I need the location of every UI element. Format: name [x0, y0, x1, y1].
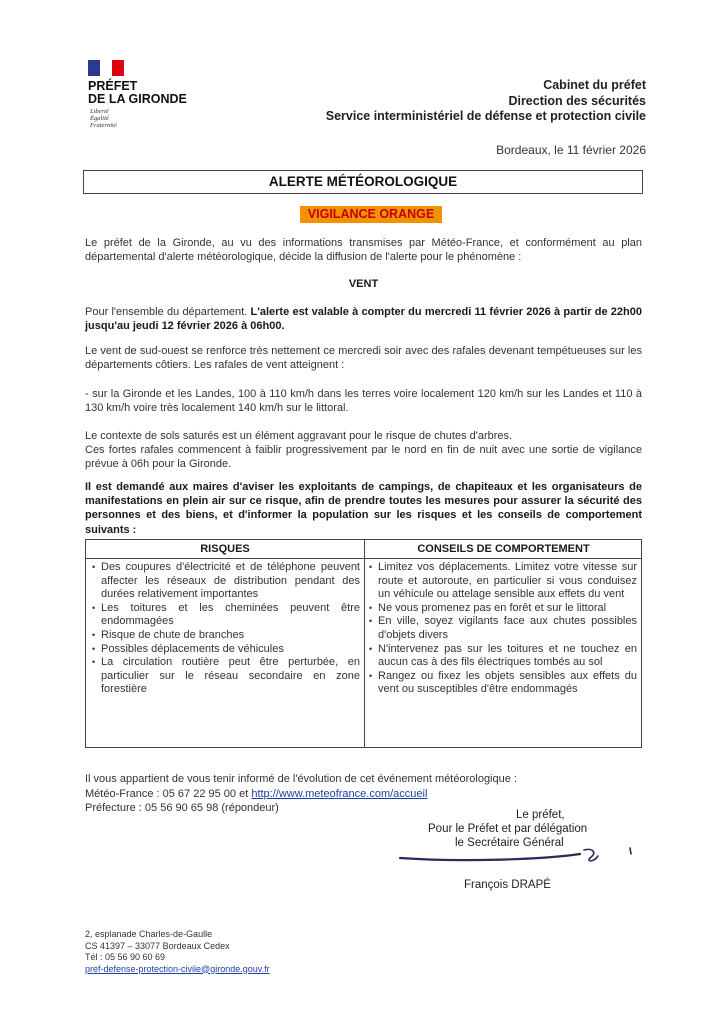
handwritten-signature-icon: [398, 846, 648, 876]
service-line: Service interministériel de défense et protection civile: [325, 109, 646, 123]
list-item: • Rangez ou fixez les objets sensibles aux effets du vent ou susceptibles d'être endommagés: [369, 670, 637, 697]
list-item: • Limitez vos déplacements. Limitez votre vitesse sur route et autoroute, en particulier si vous conduisez un véhicule ou attelage sensible aux effets du vent: [369, 561, 637, 602]
info-line: Il vous appartient de vous tenir informé de l'évolution de cet événement météorologique :: [85, 773, 517, 785]
validity-period: L'alerte est valable à compter du mercredi 11 février 2026 à partir de 22h00 jusqu'au jeudi 12 février 2026 à 06h00.: [85, 306, 642, 333]
request-text: Il est demandé aux maires d'aviser les exploitants de campings, de chapiteaux et les organisateurs de manifestations en plein air sur ce risque, afin de prendre toutes les mesures pour assurer la sécurité des personnes et des biens, et d'informer la population sur les risques et les conseils de comportement suivants :: [85, 481, 642, 536]
request-paragraph: [85, 480, 642, 537]
risks-advice-table: [85, 539, 642, 748]
gusts-paragraph: - sur la Gironde et les Landes, 100 à 110 km/h dans les terres voire localement 120 km/h sur les Landes et 110 à 130 km/h voire très localement 140 km/h sur le littoral.: [85, 388, 642, 415]
logo-line: DE LA GIRONDE: [88, 92, 187, 106]
meteo-contact: [85, 787, 642, 802]
motto-line: Fraternité: [90, 122, 117, 129]
vigilance-badge: VIGILANCE ORANGE: [300, 206, 442, 223]
address-line: CS 41397 – 33077 Bordeaux Cedex: [85, 940, 230, 951]
list-item: • Ne vous promenez pas en forêt et sur le littoral: [369, 602, 637, 616]
marianne-flag-icon: [88, 60, 124, 76]
phenomenon-label: VENT: [348, 278, 379, 290]
signature-line-3: le Secrétaire Général: [455, 837, 564, 849]
context-line: Ces fortes rafales commencent à faiblir progressivement par le nord en fin de nuit avec une sortie de vigilance prévue à 06h pour la Gironde.: [85, 444, 642, 471]
validity-paragraph: [85, 305, 642, 333]
risks-list: [92, 561, 360, 697]
validity-prefix: Pour l'ensemble du département.: [85, 306, 251, 318]
footer-email-link[interactable]: pref-defense-protection-civile@gironde.gouv.fr: [85, 963, 270, 974]
risks-header: RISQUES: [200, 543, 250, 555]
footer-address: [85, 929, 270, 975]
document-date: Bordeaux, le 11 février 2026: [496, 143, 646, 157]
intro-paragraph: Le préfet de la Gironde, au vu des informations transmises par Météo-France, et conformément au plan départemental d'alerte météorologique, décide la diffusion de l'alerte pour le phénomène :: [85, 237, 642, 264]
footer-phone: Tél : 05 56 90 60 69: [85, 952, 166, 962]
signature-line-2: Pour le Préfet et par délégation: [428, 823, 588, 835]
prefecture-phone: Préfecture : 05 56 90 65 98 (répondeur): [85, 802, 279, 814]
issuing-service: [326, 78, 646, 125]
list-item: • Les toitures et les cheminées peuvent être endommagées: [92, 602, 360, 629]
description-paragraph: Le vent de sud-ouest se renforce très nettement ce mercredi soir avec des rafales devenant tempétueuses sur les départements côtiers. Les rafales de vent atteignent :: [85, 345, 642, 372]
signature-line-1: Le préfet,: [516, 809, 565, 821]
alert-title: ALERTE MÉTÉOROLOGIQUE: [83, 170, 643, 194]
logo-line: PRÉFET: [88, 79, 138, 93]
list-item: • La circulation routière peut être perturbée, en particulier sur le réseau secondaire en zone forestière: [92, 656, 360, 697]
list-item: • Des coupures d'électricité et de téléphone peuvent affecter les réseaux de distribution pendant des durées relativement importantes: [92, 561, 360, 602]
republic-motto: [90, 108, 117, 129]
context-line: Le contexte de sols saturés est un élément aggravant pour le risque de chutes d'arbres.: [85, 430, 513, 442]
advice-list: [369, 561, 637, 697]
service-line: Direction des sécurités: [508, 93, 646, 108]
motto-line: Égalité: [90, 115, 109, 122]
signatory-name: François DRAPÉ: [464, 879, 551, 891]
motto-line: Liberté: [90, 108, 109, 115]
list-item: • N'intervenez pas sur les toitures et ne touchez en aucun cas à des fils électriques tombés au sol: [369, 643, 637, 670]
list-item: • Possibles déplacements de véhicules: [92, 643, 360, 657]
logo-title: [88, 80, 187, 106]
list-item: • Risque de chute de branches: [92, 629, 360, 643]
service-line: Cabinet du préfet: [543, 78, 646, 92]
advice-header: CONSEILS DE COMPORTEMENT: [417, 543, 590, 555]
list-item: • En ville, soyez vigilants face aux chutes possibles d'objets divers: [369, 615, 637, 642]
context-paragraph: [85, 429, 642, 472]
address-line: 2, esplanade Charles-de-Gaulle: [85, 929, 213, 939]
meteo-link[interactable]: http://www.meteofrance.com/accueil: [251, 787, 428, 800]
meteo-phone: Météo-France : 05 67 22 95 00 et: [85, 787, 252, 800]
